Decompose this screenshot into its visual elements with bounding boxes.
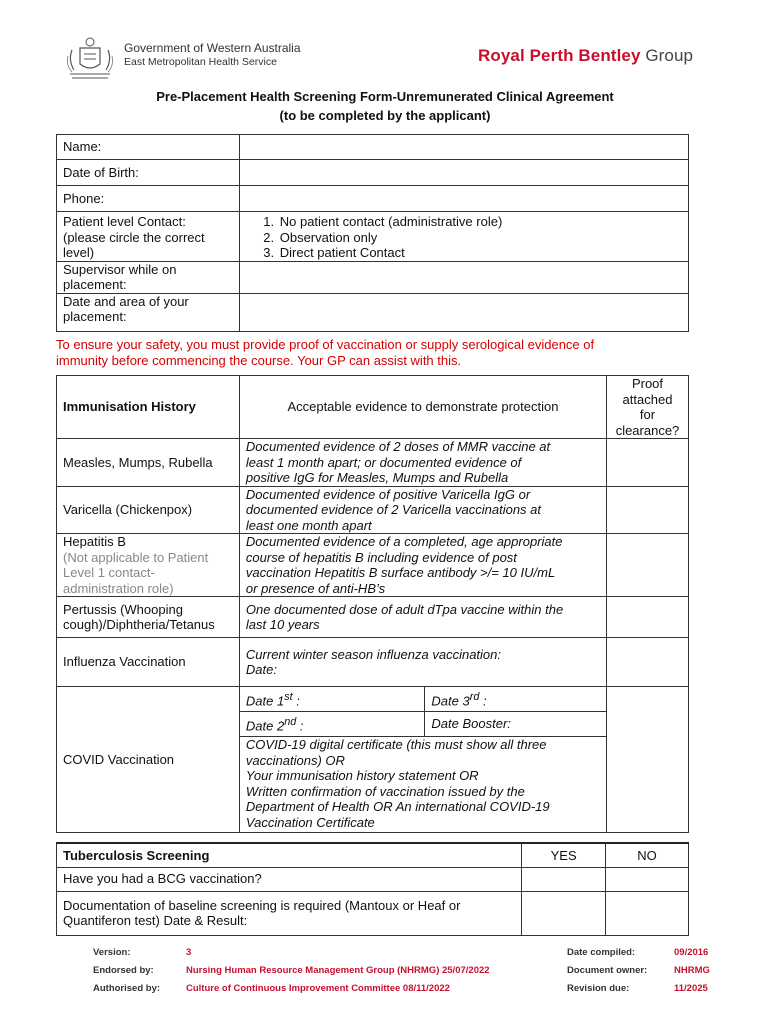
footer-authorised: Culture of Continuous Improvement Committee 08/11/2022 (186, 983, 450, 994)
footer-endorsed: Nursing Human Resource Management Group (NHRMG) 25/07/2022 (186, 965, 490, 976)
col-proof-attached (606, 376, 688, 439)
baseline-yes-cell[interactable] (522, 891, 606, 935)
covid-date-3-label: Date 3 (431, 692, 470, 708)
evidence-line: Vaccination Certificate (245, 814, 375, 830)
covid-label: COVID Vaccination (57, 687, 240, 833)
evidence-line: Written confirmation of vaccination issued by the (245, 783, 525, 799)
contact-option[interactable]: 1. No patient contact (administrative role) (278, 214, 682, 230)
covid-date-1-sup: st (284, 690, 293, 703)
covid-date-3-sup: rd (469, 690, 480, 703)
government-name: Government of Western Australia (124, 41, 301, 55)
contact-level-options (239, 212, 688, 262)
footer-authorised-label: Authorised by: (93, 983, 161, 994)
footer-compiled-label: Date compiled: (567, 947, 636, 958)
footer-owner: NHRMG (674, 965, 710, 976)
col-proof-line: attached (622, 391, 673, 407)
placement-date-area-label (57, 293, 240, 331)
hepatitis-b-evidence (239, 534, 606, 597)
covid-date-1[interactable]: Date 1st : (239, 687, 424, 712)
hepb-note: (Not applicable to Patient (63, 549, 209, 565)
applicant-details-table (56, 134, 689, 332)
evidence-line: Date: (245, 662, 277, 677)
phone-label: Phone: (57, 186, 240, 212)
col-proof-line: for (639, 407, 656, 422)
evidence-line: COVID-19 digital certificate (this must show all three (245, 737, 547, 752)
hepb-note: administration role) (63, 580, 174, 596)
evidence-line: least 1 month apart; or documented evidence of (245, 454, 522, 470)
footer-endorsed-label: Endorsed by: (93, 965, 154, 976)
evidence-line: documented evidence of 2 Varicella vaccinations at (245, 502, 542, 517)
covid-date-2-sup: nd (284, 715, 297, 728)
hepatitis-b-label (57, 534, 240, 597)
mmr-label: Measles, Mumps, Rubella (57, 439, 240, 487)
pertussis-proof-cell[interactable] (606, 597, 688, 638)
varicella-evidence (239, 486, 606, 534)
phone-field[interactable] (239, 186, 688, 212)
contact-level-list (246, 214, 682, 261)
baseline-screening-question (57, 891, 522, 935)
bcg-no-cell[interactable] (606, 867, 689, 891)
brand-group: Group (645, 46, 694, 65)
evidence-line: vaccinations) OR (245, 752, 345, 768)
name-label: Name: (57, 135, 240, 160)
tb-screening-table (56, 842, 689, 936)
form-subtitle: (to be completed by the applicant) (279, 108, 491, 123)
supervisor-field[interactable] (239, 261, 688, 293)
evidence-line: course of hepatitis B including evidence of post (245, 549, 517, 565)
influenza-label: Influenza Vaccination (57, 638, 240, 687)
evidence-line: Documented evidence of a completed, age appropriate (245, 534, 563, 549)
question-line: Documentation of baseline screening is required (Mantoux or Heaf or (63, 897, 461, 913)
hepatitis-b-proof-cell[interactable] (606, 534, 688, 597)
evidence-line: Documented evidence of 2 doses of MMR vaccine at (245, 439, 551, 454)
dob-label: Date of Birth: (57, 160, 240, 186)
bcg-question: Have you had a BCG vaccination? (57, 867, 522, 891)
warning-line: immunity before commencing the course. Your GP can assist with this. (56, 353, 462, 368)
evidence-line: last 10 years (245, 617, 320, 632)
supervisor-label-line: placement: (63, 277, 127, 292)
health-service-name: East Metropolitan Health Service (124, 56, 277, 68)
brand-main: Royal Perth Bentley (478, 46, 641, 65)
immunisation-table (56, 375, 689, 833)
pertussis-label-line: cough)/Diphtheria/Tetanus (63, 617, 215, 632)
footer-version-label: Version: (93, 947, 131, 958)
varicella-proof-cell[interactable] (606, 486, 688, 534)
vaccination-warning (56, 337, 696, 369)
evidence-line: Your immunisation history statement OR (245, 768, 479, 783)
evidence-line: or presence of anti-HB’s (245, 580, 386, 596)
pertussis-label (57, 597, 240, 638)
tb-no-header: NO (606, 843, 689, 867)
evidence-line: vaccination Hepatitis B surface antibody >/= 10 IU/mL (245, 565, 556, 580)
footer-revision: 11/2025 (674, 983, 708, 994)
covid-date-2[interactable]: Date 2nd : (239, 712, 424, 737)
footer-compiled: 09/2016 (674, 947, 709, 958)
placement-date-area-field[interactable] (239, 293, 688, 331)
evidence-line: positive IgG for Measles, Mumps and Rubella (245, 470, 509, 485)
tb-yes-header: YES (522, 843, 606, 867)
col-proof-line: clearance? (615, 422, 680, 438)
pertussis-evidence (239, 597, 606, 638)
evidence-line: Department of Health OR An international COVID-19 (245, 799, 550, 814)
evidence-line: Documented evidence of positive Varicella IgG or (245, 486, 531, 502)
hepb-title: Hepatitis B (63, 534, 126, 549)
contact-label-line: level) (63, 245, 95, 260)
covid-proof-cell[interactable] (606, 687, 688, 833)
pertussis-label-line: Pertussis (Whooping (63, 601, 183, 617)
dob-field[interactable] (239, 160, 688, 186)
covid-date-2-label: Date 2 (245, 717, 285, 733)
evidence-line: One documented dose of adult dTpa vaccine within the (245, 601, 564, 617)
placement-label-line: placement: (63, 309, 127, 324)
influenza-proof-cell[interactable] (606, 638, 688, 687)
evidence-line: Current winter season influenza vaccination: (245, 646, 502, 662)
footer-revision-label: Revision due: (567, 983, 630, 994)
col-proof-line: Proof (631, 376, 664, 391)
covid-evidence (239, 737, 606, 833)
contact-option[interactable]: 2. Observation only (278, 230, 682, 246)
baseline-no-cell[interactable] (606, 891, 689, 935)
col-immunisation-history: Immunisation History (57, 376, 240, 439)
influenza-evidence (239, 638, 606, 687)
covid-date-booster[interactable]: Date Booster: (425, 712, 607, 737)
contact-option[interactable]: 3. Direct patient Contact (278, 245, 682, 261)
footer-version: 3 (186, 947, 192, 958)
covid-date-3[interactable]: Date 3rd : (425, 687, 607, 712)
contact-level-label (57, 212, 240, 262)
col-acceptable-evidence: Acceptable evidence to demonstrate protection (239, 376, 606, 439)
wa-crest-logo (64, 36, 116, 80)
evidence-line: least one month apart (245, 517, 372, 533)
brand-logo-text (478, 46, 693, 66)
contact-label-line: Patient level Contact: (63, 214, 186, 229)
placement-label-line: Date and area of your (63, 293, 189, 309)
covid-date-1-label: Date 1 (245, 692, 285, 708)
hepb-note: Level 1 contact- (63, 565, 155, 580)
contact-label-line: (please circle the correct (63, 229, 205, 245)
footer-owner-label: Document owner: (567, 965, 648, 976)
supervisor-label (57, 261, 240, 293)
question-line: Quantiferon test) Date & Result: (63, 913, 248, 928)
varicella-label: Varicella (Chickenpox) (57, 486, 240, 534)
supervisor-label-line: Supervisor while on (63, 261, 177, 277)
mmr-evidence (239, 439, 606, 487)
warning-line: To ensure your safety, you must provide proof of vaccination or supply serological evidence of (56, 337, 595, 352)
tb-heading: Tuberculosis Screening (57, 843, 522, 867)
mmr-proof-cell[interactable] (606, 439, 688, 487)
bcg-yes-cell[interactable] (522, 867, 606, 891)
form-title: Pre-Placement Health Screening Form-Unremunerated Clinical Agreement (156, 89, 614, 104)
name-field[interactable] (239, 135, 688, 160)
